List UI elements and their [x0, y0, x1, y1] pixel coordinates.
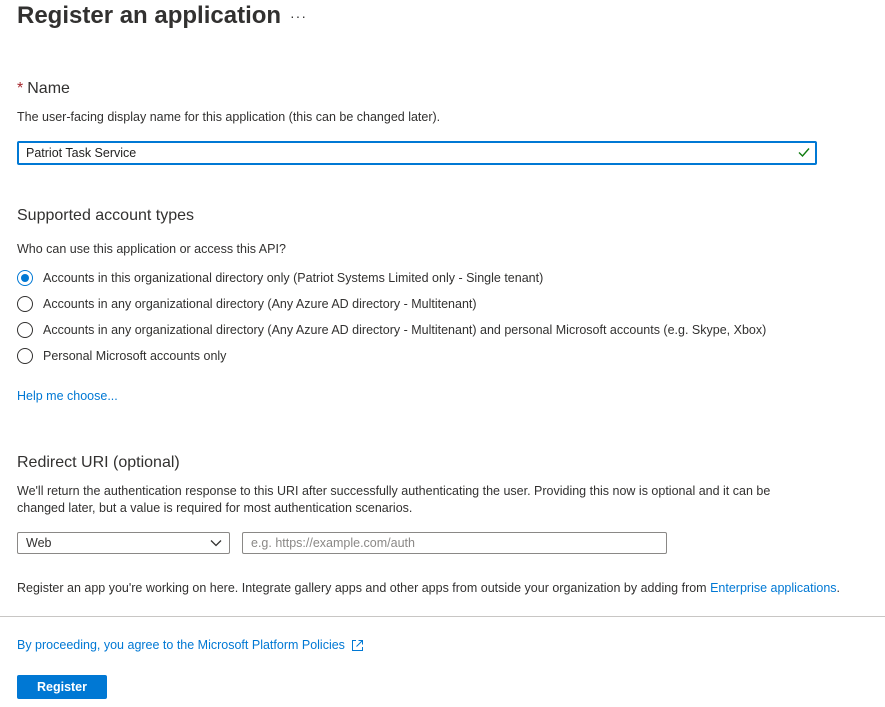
account-types-question: Who can use this application or access this API? — [17, 242, 286, 256]
platform-select-value: Web — [26, 536, 52, 550]
enterprise-applications-link[interactable]: Enterprise applications — [710, 581, 837, 595]
account-option-single-tenant[interactable] — [17, 268, 543, 288]
chevron-down-icon — [210, 538, 222, 548]
redirect-description-line1: We'll return the authentication response to this URI after successfully authenticating the user. Providing this now is optional and it can be — [17, 484, 771, 498]
more-options-button[interactable]: ··· — [290, 8, 307, 24]
page-title: Register an application — [17, 2, 282, 29]
name-description: The user-facing display name for this application (this can be changed later). — [17, 110, 441, 124]
checkmark-icon — [798, 146, 810, 158]
name-section-title-text: Name — [27, 80, 70, 97]
platform-policies-row — [17, 638, 364, 652]
footer-divider — [0, 616, 885, 617]
radio-icon[interactable] — [17, 296, 33, 312]
redirect-description-line2: changed later, but a value is required for most authentication scenarios. — [17, 501, 413, 515]
account-option-label: Accounts in any organizational directory (Any Azure AD directory - Multitenant) — [43, 297, 477, 311]
name-field — [17, 141, 817, 165]
name-section-title — [17, 80, 70, 98]
account-types-title: Supported account types — [17, 207, 195, 224]
radio-icon[interactable] — [17, 348, 33, 364]
account-option-label: Personal Microsoft accounts only — [43, 349, 227, 363]
radio-icon[interactable] — [17, 322, 33, 338]
required-marker: * — [17, 80, 24, 97]
external-link-icon[interactable] — [351, 639, 364, 652]
register-note-suffix: . — [836, 581, 841, 595]
account-option-label: Accounts in any organizational directory (Any Azure AD directory - Multitenant) and personal Microsoft accounts (e.g. Skype, Xbox) — [43, 323, 767, 337]
radio-selected-icon[interactable] — [17, 270, 33, 286]
account-option-multitenant-personal[interactable] — [17, 320, 766, 340]
name-input[interactable] — [26, 143, 786, 163]
register-button[interactable]: Register — [17, 675, 107, 699]
redirect-uri-input[interactable] — [242, 532, 667, 554]
register-note-text: Register an app you're working on here. Integrate gallery apps and other apps from outside your organization by adding from — [17, 581, 711, 595]
account-option-personal-only[interactable] — [17, 346, 226, 366]
platform-select[interactable] — [17, 532, 230, 554]
redirect-uri-title: Redirect URI (optional) — [17, 454, 180, 471]
account-option-label: Accounts in this organizational directory only (Patriot Systems Limited only - Single tenant) — [43, 271, 544, 285]
help-me-choose-link[interactable]: Help me choose... — [17, 389, 118, 403]
platform-policies-link[interactable]: By proceeding, you agree to the Microsoft Platform Policies — [17, 638, 345, 652]
account-option-multitenant[interactable] — [17, 294, 477, 314]
register-note — [17, 581, 840, 595]
